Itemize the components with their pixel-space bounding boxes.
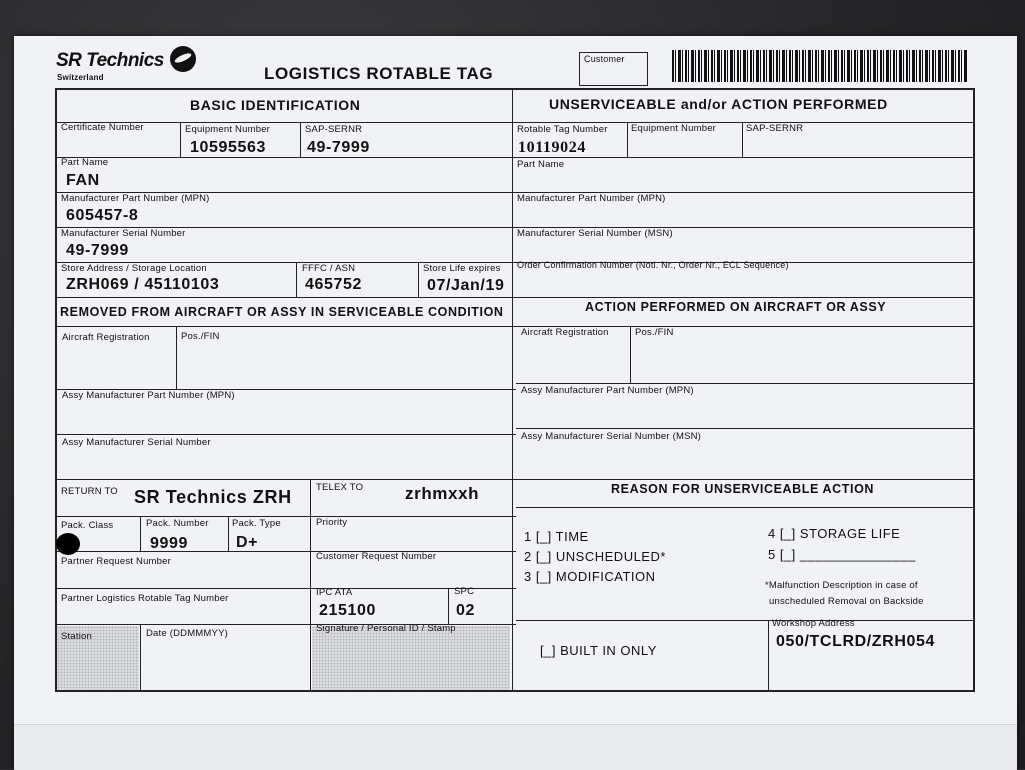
equipment-number-label: Equipment Number <box>185 124 271 135</box>
workshop-address-value: 050/TCLRD/ZRH054 <box>776 633 935 650</box>
return-to-label: RETURN TO <box>61 486 118 497</box>
brand-name: SR Technics <box>56 50 164 71</box>
part-name-value: FAN <box>66 172 100 189</box>
store-address-label: Store Address / Storage Location <box>61 263 207 274</box>
mpn-value: 605457-8 <box>66 207 139 224</box>
reason-option-modification[interactable]: 3 [_] MODIFICATION <box>524 569 656 584</box>
pack-number-label: Pack. Number <box>146 518 209 529</box>
built-in-only-checkbox[interactable]: [_] BUILT IN ONLY <box>540 643 657 658</box>
certificate-number-label: Certificate Number <box>61 122 144 133</box>
store-address-value: ZRH069 / 45110103 <box>66 276 220 293</box>
unserviceable-equipment-number-label: Equipment Number <box>631 123 717 134</box>
action-assy-mpn-label: Assy Manufacturer Part Number (MPN) <box>521 385 694 396</box>
spc-value: 02 <box>456 602 475 619</box>
mpn-label: Manufacturer Part Number (MPN) <box>61 193 210 204</box>
customer-request-label: Customer Request Number <box>316 551 437 562</box>
order-confirmation-label: Order Confirmation Number (Noti. Nr., Order Nr., ECL Sequence) <box>517 260 789 270</box>
brand-logo <box>56 46 196 72</box>
msn-value: 49-7999 <box>66 242 129 259</box>
unserviceable-mpn-label: Manufacturer Part Number (MPN) <box>517 193 666 204</box>
action-pos-fin-label: Pos./FIN <box>635 327 674 338</box>
partner-logistics-tag-label: Partner Logistics Rotable Tag Number <box>61 593 229 604</box>
date-label: Date (DDMMMYY) <box>146 628 228 639</box>
unserviceable-msn-label: Manufacturer Serial Number (MSN) <box>517 228 673 239</box>
pack-class-label: Pack. Class <box>61 520 114 531</box>
partner-request-label: Partner Request Number <box>61 556 172 567</box>
unserviceable-heading: UNSERVICEABLE and/or ACTION PERFORMED <box>549 96 888 112</box>
removed-assy-mpn-label: Assy Manufacturer Part Number (MPN) <box>62 390 235 401</box>
brand-subtitle: Switzerland <box>57 73 104 82</box>
ipc-ata-value: 215100 <box>319 602 376 619</box>
sap-sernr-label: SAP-SERNR <box>305 124 363 135</box>
fffc-asn-value: 465752 <box>305 276 362 293</box>
msn-label: Manufacturer Serial Number <box>61 228 186 239</box>
action-aircraft-registration-label: Aircraft Registration <box>521 327 609 338</box>
priority-label: Priority <box>316 517 348 528</box>
basic-identification-heading: BASIC IDENTIFICATION <box>190 97 361 113</box>
sap-sernr-value: 49-7999 <box>307 139 370 156</box>
store-life-label: Store Life expires <box>423 263 501 274</box>
pack-type-label: Pack. Type <box>232 518 281 529</box>
unserviceable-part-name-label: Part Name <box>517 159 565 170</box>
removed-assy-msn-label: Assy Manufacturer Serial Number <box>62 437 211 448</box>
paper-fold-strip <box>14 724 1017 770</box>
action-assy-msn-label: Assy Manufacturer Serial Number (MSN) <box>521 431 702 442</box>
fffc-asn-label: FFFC / ASN <box>302 263 356 274</box>
reason-option-time[interactable]: 1 [_] TIME <box>524 529 589 544</box>
reason-option-other[interactable]: 5 [_] _______________ <box>768 547 916 562</box>
telex-to-value: zrhmxxh <box>405 484 480 503</box>
globe-icon <box>170 46 196 72</box>
pack-number-value: 9999 <box>150 535 188 552</box>
form-title: LOGISTICS ROTABLE TAG <box>264 64 494 83</box>
removed-pos-fin-label: Pos./FIN <box>181 331 220 342</box>
reason-option-unscheduled[interactable]: 2 [_] UNSCHEDULED* <box>524 549 666 564</box>
removed-heading: REMOVED FROM AIRCRAFT OR ASSY IN SERVICEABLE CONDITION <box>60 305 504 319</box>
customer-box: Customer <box>579 52 648 86</box>
malfunction-footnote-line2: unscheduled Removal on Backside <box>769 596 924 607</box>
pack-type-value: D+ <box>236 534 259 551</box>
malfunction-footnote-line1: *Malfunction Description in case of <box>765 580 918 591</box>
action-performed-heading: ACTION PERFORMED ON AIRCRAFT OR ASSY <box>585 300 887 314</box>
signature-shaded-area <box>312 626 510 690</box>
spc-label: SPC <box>454 586 475 597</box>
part-name-label: Part Name <box>61 157 109 168</box>
pack-class-mark <box>56 533 80 555</box>
reason-option-storage-life[interactable]: 4 [_] STORAGE LIFE <box>768 526 901 541</box>
signature-label: Signature / Personal ID / Stamp <box>316 623 456 634</box>
removed-aircraft-registration-label: Aircraft Registration <box>62 332 150 343</box>
unserviceable-sap-sernr-label: SAP-SERNR <box>746 123 804 134</box>
station-label: Station <box>61 631 92 642</box>
ipc-ata-label: IPC ATA <box>316 587 353 598</box>
rotable-tag-number-label: Rotable Tag Number <box>517 124 608 135</box>
store-life-value: 07/Jan/19 <box>427 277 505 294</box>
reason-heading: REASON FOR UNSERVICEABLE ACTION <box>611 482 875 496</box>
barcode <box>672 50 968 82</box>
workshop-address-label: Workshop Address <box>772 618 855 629</box>
equipment-number-value: 10595563 <box>190 139 266 156</box>
rotable-tag-number-value: 10119024 <box>518 139 586 156</box>
telex-to-label: TELEX TO <box>316 482 364 493</box>
return-to-value: SR Technics ZRH <box>134 487 292 507</box>
